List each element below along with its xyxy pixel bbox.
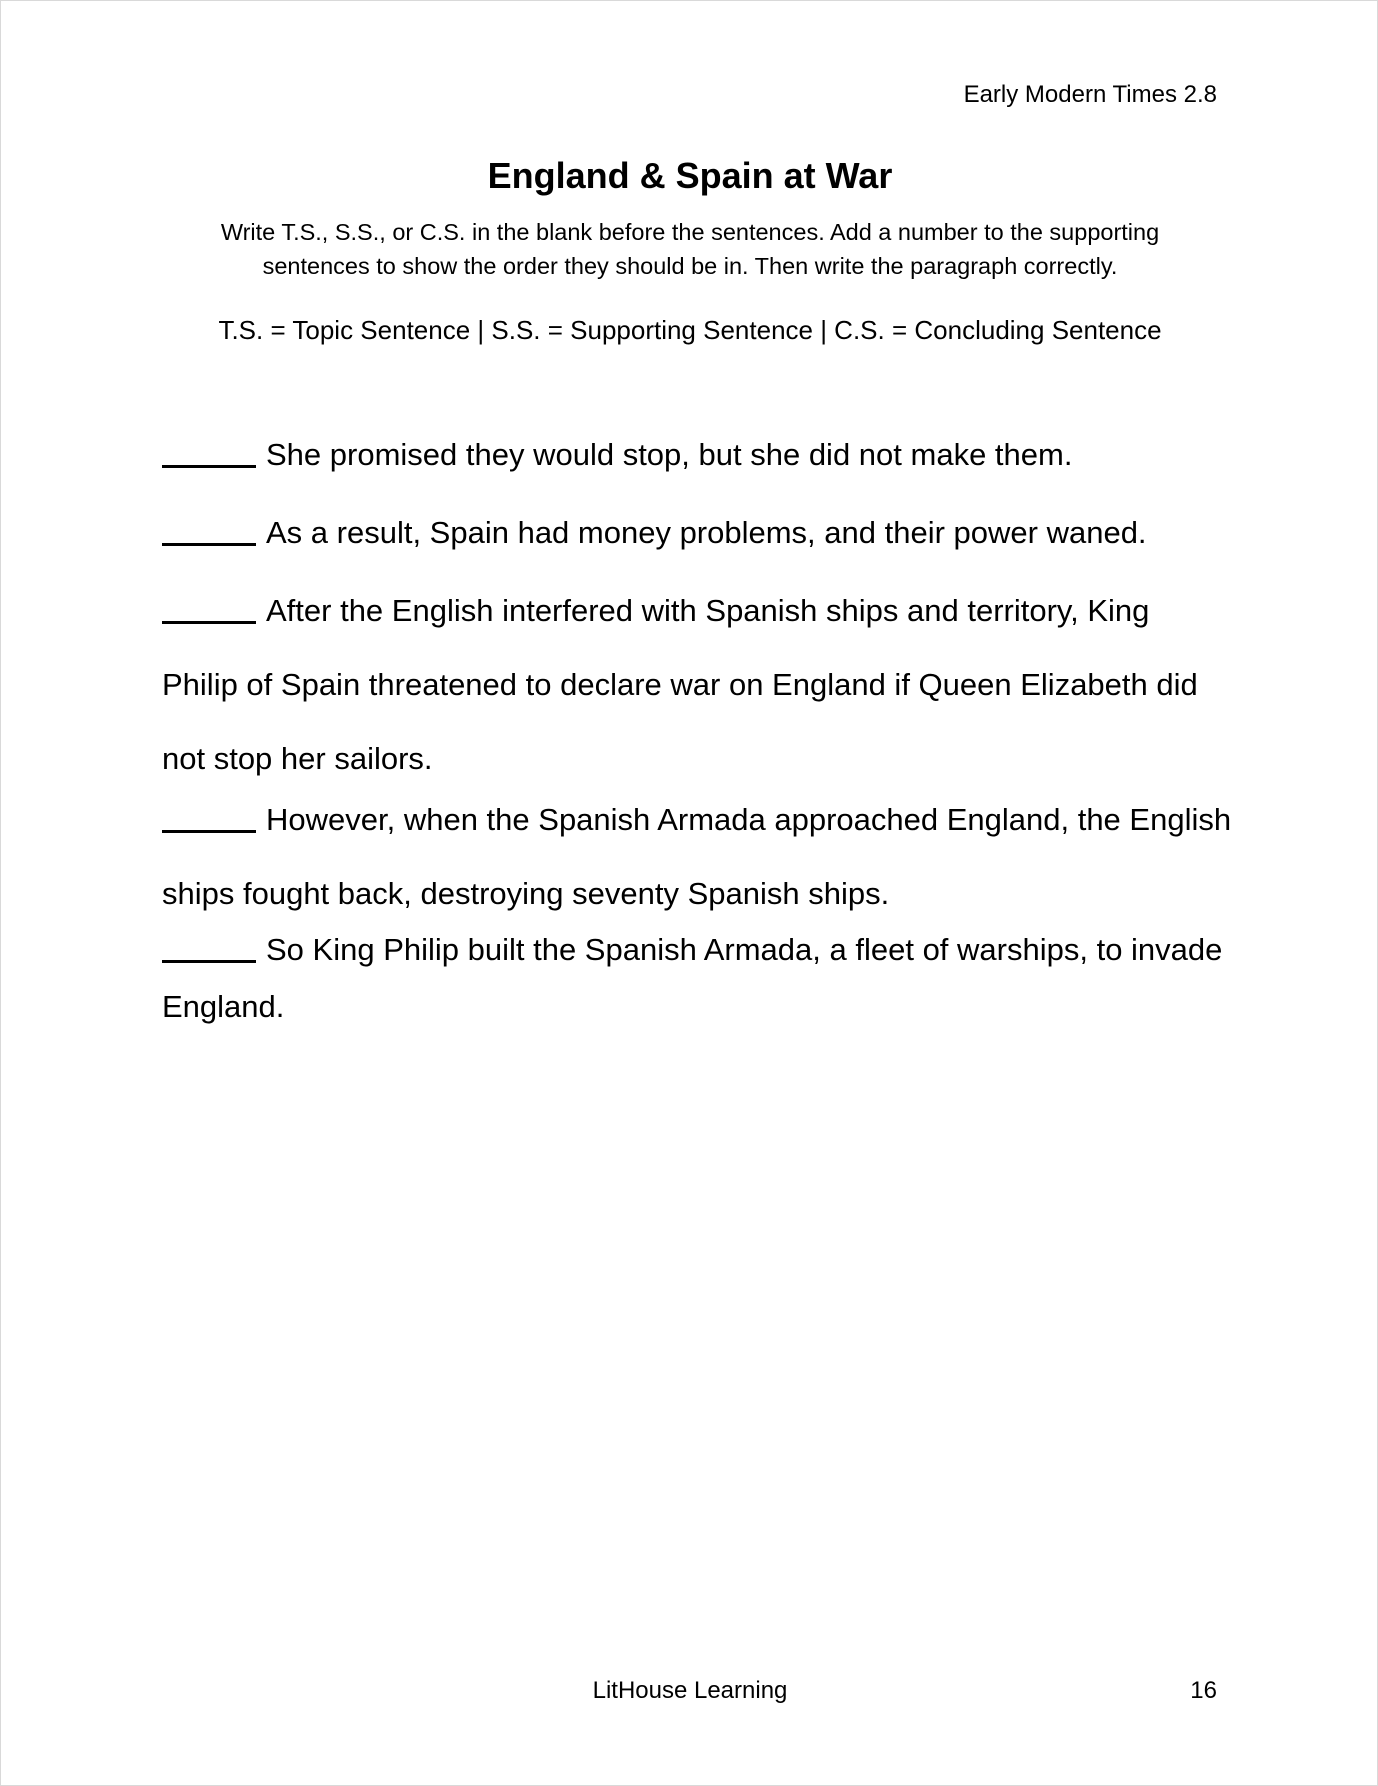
list-item bbox=[162, 783, 1232, 931]
answer-blank[interactable] bbox=[162, 593, 256, 624]
sentence-list bbox=[162, 432, 1232, 1035]
answer-blank[interactable] bbox=[162, 932, 256, 963]
list-item bbox=[162, 921, 1232, 1035]
publisher-footer: LitHouse Learning bbox=[592, 1677, 788, 1704]
sentence-text: However, when the Spanish Armada approached England, the English ships fought back, destroying seventy Spanish ships. bbox=[162, 802, 1232, 911]
answer-blank[interactable] bbox=[162, 515, 256, 546]
list-item bbox=[162, 574, 1232, 796]
page-title: England & Spain at War bbox=[487, 155, 893, 196]
instructions-text: Write T.S., S.S., or C.S. in the blank before the sentences. Add a number to the supporting sentences to show the order they should be in. Then write the paragraph correctly. bbox=[220, 219, 1160, 279]
page-number: 16 bbox=[1190, 1677, 1217, 1704]
sentence-text: After the English interfered with Spanish ships and territory, King Philip of Spain threatened to declare war on England if Queen Elizabeth did not stop her sailors. bbox=[162, 593, 1198, 776]
course-header: Early Modern Times 2.8 bbox=[963, 81, 1217, 108]
list-item bbox=[162, 432, 1232, 478]
abbreviation-key: T.S. = Topic Sentence | S.S. = Supporting Sentence | C.S. = Concluding Sentence bbox=[218, 315, 1162, 345]
sentence-text: As a result, Spain had money problems, and their power waned. bbox=[266, 515, 1147, 550]
sentence-text: So King Philip built the Spanish Armada, a fleet of warships, to invade England. bbox=[162, 932, 1223, 1024]
answer-blank[interactable] bbox=[162, 802, 256, 833]
list-item bbox=[162, 510, 1232, 556]
answer-blank[interactable] bbox=[162, 437, 256, 468]
sentence-text: She promised they would stop, but she did not make them. bbox=[266, 437, 1073, 472]
